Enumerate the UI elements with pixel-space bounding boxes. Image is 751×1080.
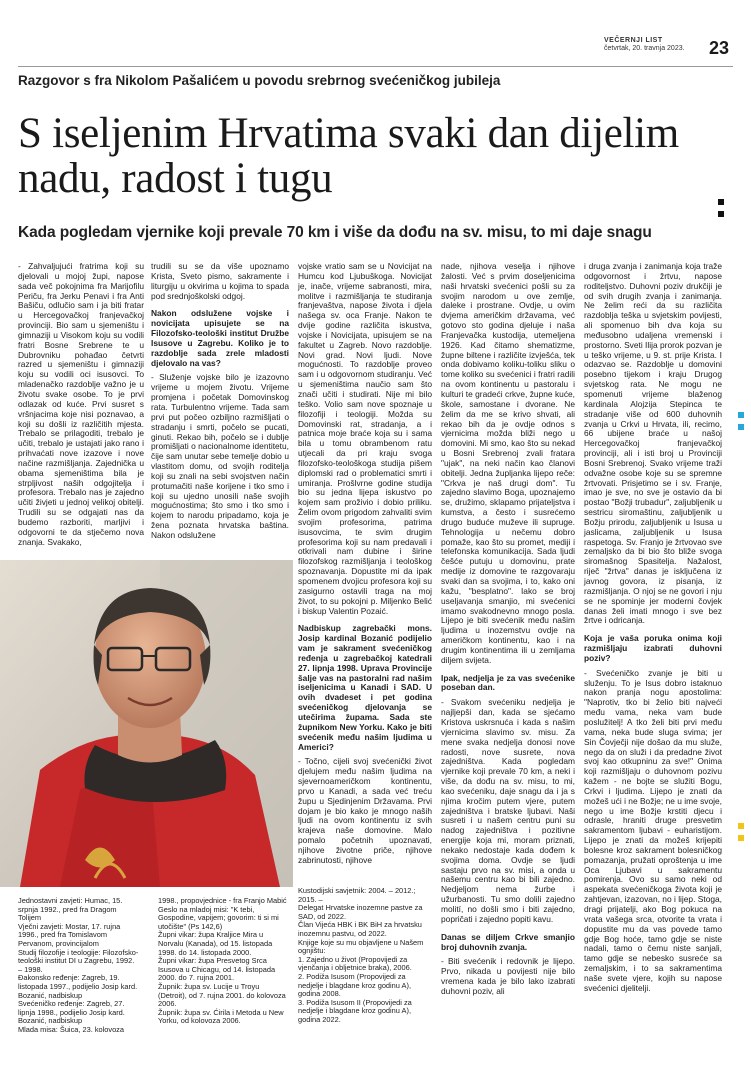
bio-column-1	[18, 897, 140, 1035]
bio-entry: Đakonsko ređenje: Zagreb, 19. listopada 1997., podijelio Josip kard. Bozanić, nadbiskup	[18, 973, 138, 1000]
article-column-5	[584, 262, 722, 1072]
bio-entry: Geslo na mladoj misi: "K tebi, Gospodine, vapijem; govorim: ti si mi utočište" (Ps 142,6)	[158, 904, 279, 931]
bio-entry: Svećeničko ređenje: Zagreb, 27. lipnja 1998., podijelio Josip kard. Bozanić, nadbiskup	[18, 999, 125, 1026]
article-column-2	[151, 261, 289, 540]
body-paragraph: - Zahvaljujući fratrima koji su djelovali u mojoj župi, napose sada več pokojnima fra Marijofilu Periču, fra Jerku Penavi i fra Anti Bašiču, odlučio sam i ja biti fratar u Hercegovačkoj franjevačkoj provinciji. Bio sam u sjemeništu i gimnaziji u Visokom koju su vodili fratri Bosne Srebrene te u Dubrovniku pohađao četvrti razred u sjemeništu i gimnaziji koju su vodili oci isusovci. To mladenačko razdoblje važno je u životu svake osobe. To je prvi odlazak od kuće. Prvi susret s vršnjacima koje nisi poznavao, a koji su došli iz različitih mjesta. Trebalo se prilagoditi, trebalo je učiti, trebalo je ustajati jako rano i prihvaćati nove izazove i nove načine razmišljanja. Zajednička u obama sjemeništima bila je strpljivost naših odgojitelja i profesora. Trebalo nas je zajedno učiti živjeti u jednoj velikoj obitelji. Trudili su se odgajati nas da budemo razboriti, marljivi i odgovorni te da stječemo nova znanja. Svakako,	[18, 261, 144, 547]
bio-entry: 1998., propovjednice - fra Franjo Mabić	[158, 896, 287, 905]
bio-entry: Župni vikar: župa Presvetog Srca Isusova u Chicagu, od 14. listopada 2000. do 7. rujna 2001.	[158, 956, 276, 983]
header-divider	[18, 66, 733, 67]
bio-entry: Knjige koje su mu objavljene u Našem ognjištu:	[298, 937, 424, 956]
article-kicker: Razgovor s fra Nikolom Pašalićem u povodu srebrnog svećeničkog jubileja	[18, 73, 501, 88]
bio-entry: 1. Zajedno u život (Propovijedi za vjenčanja i obljetnice braka), 2006.	[298, 954, 412, 973]
publication-info	[604, 37, 685, 53]
article-column-1	[18, 262, 144, 557]
bio-entry: Član Vijeća HBK i BK BiH za hrvatsku inozemnu pastvu, od 2022.	[298, 920, 422, 938]
bio-entry: Župnik: župa sv. Lucije u Troyu (Detroit), od 7. rujna 2001. do kolovoza 2006.	[158, 981, 286, 1009]
priest-portrait-photo	[0, 560, 293, 887]
bio-entry: Mlada misa: Šuica, 23. kolovoza	[18, 1024, 124, 1034]
body-paragraph: - Biti svećenik i redovnik je lijepo. Prvo, nikada u povijesti nije bilo vremena kada je bilo lako izabrati duhovni poziv, ali	[441, 956, 575, 996]
body-paragraph: - Svakom svećeniku nedjelja je najljepši dan, kada se sjećamo Kristova uskrsnuća i kada s našim vjernicima slavimo sv. misu. Za mene svaka nedjelja donosi nove radosti, nove susrete, nova zajedništva. Kada pogledam vjernike koji prevale 70 km, a neki i više, da dođu na sv. misu, to mi, kao svećeniku, daje snagu da i ja s njima kročim putem vjere, putem zajedništva i bratske ljubavi. Naši susreti i u našem centru puni su nadog zajedništva i pozitivne energije koja mi, moram priznati, nekako nedostaje kada dođem k svojima doma. Ovdje se ljudi sastaju prvo na sv. misi, a onda u našemu centru kao bi bili zajedno. Nedjeljom nema žurbe i užurbanosti. Tu smo dolili zajedno molití, no došli smo i biti zajedno, popričati i zajedno popiti kavu.	[441, 697, 575, 924]
page-number: 23	[708, 38, 729, 58]
publication-name: VEČERNJI LIST	[604, 37, 663, 44]
body-paragraph: vojske vratio sam se u Novicijat na Humcu kod Ljubuškoga. Novicijat je, inače, vrijeme sabranosti, mira, molitve i razmišljanja te studiranja franjevaštva, napose života i djela našega sv. oca Franje. Nakon te dvije godine različita iskustva, vojske i Novicijata, upisujem se na fakultet u Zagreb. Novo razdoblje. Novi grad. Novi ljudi. Nove mogućnosti. To razdoblje proveo sam i u odgovornom studiranju. Već u sjemeništima naučio sam što znači učiti i studirati. Nije mi bilo teško. Volio sam nove spoznaje u filozofiji i teologiji. Možda su Domovinski rat, stradanja, a i patnica moje braće koja su i sama bila u tomu obrambenom ratu utjecali da pri kraju svoga filozofsko-teološkoga studija pišem diplomski rad o problematici smrti i umiranja. Prošlvrne godine studija bio su jedna lijepa iskustvo po kojem sam proživio i dobio priliku. Želim ovom prigodom zahvaliti svim svojim profesorima, patrima isusovcima, te svim drugim profesorima koji su nam predavali i otkrivali nam dubine i širine filozofskog razmišljanja i teološkog spoznavanja. Dopustite mi da ipak spomenem dvojicu profesora koji su zasigurno ostavili traga na moj život, to su pokojni p. Miljenko Belić i biskup Valentin Pozaić.	[298, 261, 432, 616]
bio-entry: Vječni zavjeti: Mostar, 17. rujna 1996., pred fra Tomislavom Pervanom, provincijalom	[18, 921, 121, 948]
article-column-3	[298, 262, 432, 892]
bio-entry: Jednostavni zavjeti: Humac, 15. srpnja 1992., pred fra Dragom Tolijem	[18, 896, 123, 923]
bio-entry: Župni vikar: župa Kraljice Mira u Norvalu (Kanada), od 15. listopada 1998. do 14. listopada 2000.	[158, 930, 273, 957]
bio-entry: Delegat Hrvatske inozemne pastve za SAD, od 2022.	[298, 903, 423, 921]
interview-question: Nakon odslužene vojske i novicijata upisujete se na Filozofsko-teološki institut Družbe Isusove u Zagrebu. Koliko je to razdoblje sada zrele mladosti djelovalo na vas?	[151, 308, 289, 368]
body-paragraph: - Služenje vojske bilo je izazovno vrijeme u mojem životu. Vrijeme promjena i početak Domovinskog rata. Turbulentno vrijeme. Tada sam prvi put počeo ozbiljno razmišljati o stradanju i smrti, počelo se pucati, ginuti. Rekao bih, počelo se i dublje promišljati o nacionalnome identitetu, čije sam unutar sebe temelje dobio u vlastitom domu, od svojih roditelja koji su znali na sebi svojstven način protumačiti naše korijene i tko smo i koji su ujedno unosili naše svojih mogućnostima; što smo i tko smo i kojem to narodu pripadamo, koja je žena poznata hrvatska baština. Nakon odslužene	[151, 372, 289, 540]
margin-marker-cyan	[738, 412, 744, 418]
article-headline: S iseljenim Hrvatima svaki dan dijelim nadu, radost i tugu	[18, 110, 679, 202]
article-column-4	[441, 262, 575, 1072]
margin-marker-black	[718, 211, 724, 217]
interview-question: Nadbiskup zagrebački mons. Josip kardinal Bozanić podijelio vam je sakrament svećeničkog ređenja u zagrebačkoj katedrali 27. lipnja 1998. Uprava Provincije šalje vas na pastoralni rad našim iseljenicima u Kanadi i SAD. U ovih dvadeset i pet godina svećeničkog djelovanja se utečirima župama. Sada ste župnikom New Yorku. Kako je biti svećenik među našim ljudima u Americi?	[298, 623, 432, 752]
body-paragraph: - Točno, cijeli svoj svećenički život djelujem među našim ljudima na sjevernoameričkom kontinentu, prvo u Kanadi, a sada već treću župu u Sjedinjenim Državama. Prvi dojam je bio kako je mnogo naših ljudi na ovom kontinentu iz svih krajeva naše domovine. Malo pomalo početnih upoznavati, njihove životne priče, njihove zabrinutosti, njihove	[298, 756, 432, 865]
article-deck: Kada pogledam vjernike koji prevale 70 km i više da dođu na sv. misu, to mi daje snagu	[18, 224, 652, 241]
margin-marker-black	[718, 199, 724, 205]
bio-entry: Studij filozofije i teologije: Filozofsko-teološki institut DI u Zagrebu, 1992. – 1998.	[18, 947, 139, 974]
interview-question: Ipak, nedjelja je za vas svećenike poseban dan.	[441, 672, 575, 693]
issue-date: četvrtak, 20. travnja 2023.	[604, 45, 685, 52]
bio-column-2	[158, 897, 288, 1026]
margin-marker-cyan	[738, 424, 744, 430]
margin-marker-yellow	[738, 835, 744, 841]
body-paragraph: - Svećeničko zvanje je biti u služenju. To je Isus dobro istaknuo nakon pranja nogu apostolima: "Naprotiv, tko bi želio biti najveći među vama, neka vam bude poslužitelj! A tko želi biti prvi među vama, neka bude sluga svima; jer Sin Čovječji nije došao da mu služe, nego da on služi i da predadne život svoj kao otkupninu za sve!" Onima koji razmišljaju o duhovnom pozivu kažem - ne bojte se služiti Bogu, Crkvi i ljudima. Lijepo je znati da možeš ući i ne Božje; ne u ime svoje, nego u ime Božje krstiti djecu i odrasle, hraniti druge presvetim sakramentom ljubavi - euharistijom. Lijepo je znati da možeš krijepiti bolesne kroz sakrament bolesničkog pomazanja, pružati oproštenja u ime Oca Ljubavi u sakramentu pomirenja. Ovo su samo neki od aspekata svećeničkoga života koji je zahtjevan, izazovan, no i lijep. Stoga, dragi prijatelji, ako Bog pokuca na vrata vašega srca, otvorite ta vrata i dopustite mu da vas povede tamo gdje Bog hoće, tamo gdje se niste nadali, tamo o čemu niste sanjali, tamo gdje se nebesko susreće sa zemaljskim, i to sa sakramentima naše svete vjere, kojih su napose svećenici djelitelji.	[584, 667, 722, 993]
body-paragraph: trudili su se da više upoznamo Krista, Sveto pismo, sakramente i liturgiju u okvirima u kojima to spada pod srednjoškolski odgoj.	[151, 261, 289, 301]
bio-entry: Kustodijski savjetnik: 2004. – 2012.; 2015. –	[298, 886, 416, 904]
body-paragraph: i druga zvanja i zanimanja koja traže odgovornost i žrtvu, napose roditeljstvo. Duhovni poziv drukčiji je od svih drugih zvanja i zanimanja. Ne želim reći da su različita razdoblja teška u svjetskim povijesti, ali spomenuo bih dva koja su međusobno udaljena vremenski i prostorno. Sveti Ilija prorok pozvan je u teško vrijeme, u 9. st. prije Krista. I odazvao se. Razdoblje u domovini posebno tijekom i kraju Drugog svjetskog rata. Ne mogu ne spomenuti vrijeme blaženog kardinala Alojzija Stepinca te stradanje više od 600 duhovnih zvanja u Crkvi u Hrvata, ili, recimo, 66 ubijene braće u našoj Hercegovačkoj franjevačkoj provinciji, ali i isti broj u Provinciji Bosni Srebrenoj. Svako vrijeme traži odvažne osobe koje su se spremne žrtvovati. Prisjetimo se i sv. Franje, imao je sve, no sve je ostavio da bi postao "Božji trubadur", zaljubljenik u sestricu siromaštinu, zaljubljenik u Božju prirodu, zaljubljenik u Isusa u jaslicama, zaljubljenik u Isusa raspetoga. Sv. Franjo je žrtvovao sve zemaljsko da bi bio što bliže svoga siromašnog Spasitelja. Nažalost, riječ "žrtva" danas je isključena iz javnog govora, iz pisanja, iz razmišljanja. O njoj se ne govori i nju se ne spominje jer moderni čovjek danas želi imati mnogo i sve bez žrtve i odricanja.	[584, 261, 722, 626]
page-header	[0, 0, 751, 64]
bio-entry: 3. Podiža Isusom II (Propovijedi za nedjelje i blagdane kroz godinu A), godina 2022.	[298, 997, 412, 1024]
portrait-illustration	[0, 560, 293, 887]
body-paragraph: nade, njihova veselja i njihove žalosti. Već s prvim doseljenicima naši hrvatski svećenici pošli su za svojim narodom u ove zemlje, daleke i prostrane. Ovdje, u ovim dvjema američkim državama, već gotovo sto godina djeluje i naša Franjevačka kustodija, utemeljena 1926. Kad čitamo shematizme, župne biltene i različite izvješća, tek onda dobivamo koliku-toliku sliku o tome koliko su svećenici i fratri radili na ovom kontinentu u pastoralu i kulturi te gradeći crkve, župne kuće, škole, samostane i dvorane. Ne želim da me se krivo shvati, ali rekao bih da je ovdje odnos s vjernicima možda bliži nego u domovini. Mi smo, kao što su nekad u Bosni Srebrenoj zvali fratara "ujak", na neki način kao članovi obitelji. Jedna župljanka lijepo reče: "Crkva je naš drugi dom". Tu zajedno slavimo Boga, upoznajemo se, družimo, sklapamo prijateljstva i kumstva, a često i susrećemo drugo buduće muževe ili supruge. Tehnologija u nečemu dobro pomaže, kao što su promet, mediji i telefonska komunikacija. Sada ljudi češće putuju u domovinu, pratе medije iz domovine te razgovaraju svaki dan sa svojima, i to, kako oni kažu, "besplatno". Iako se broj useljavanja smanjio, mi svećenici imamo svakodnevno mnogo posla. Lijepo je biti svećenik među našim ljudima u inozemstvu ovdje na američkom kontinentu, kao i na drugim kontinentima ili u zemljama diljem svijeta.	[441, 261, 575, 665]
bio-column-3	[298, 887, 432, 1025]
interview-question: Danas se diljem Crkve smanjio broj duhovnih zvanja.	[441, 931, 575, 952]
bio-entry: 2. Podiža Isusom (Propovijedi za nedjelje i blagdane kroz godinu A), godina 2008.	[298, 971, 411, 999]
interview-question: Koja je vaša poruka onima koji razmišljaju izabrati duhovni poziv?	[584, 633, 722, 663]
margin-marker-yellow	[738, 823, 744, 829]
bio-entry: Župnik: župa sv. Ćirila i Metoda u New Yorku, od kolovoza 2006.	[158, 1007, 284, 1026]
